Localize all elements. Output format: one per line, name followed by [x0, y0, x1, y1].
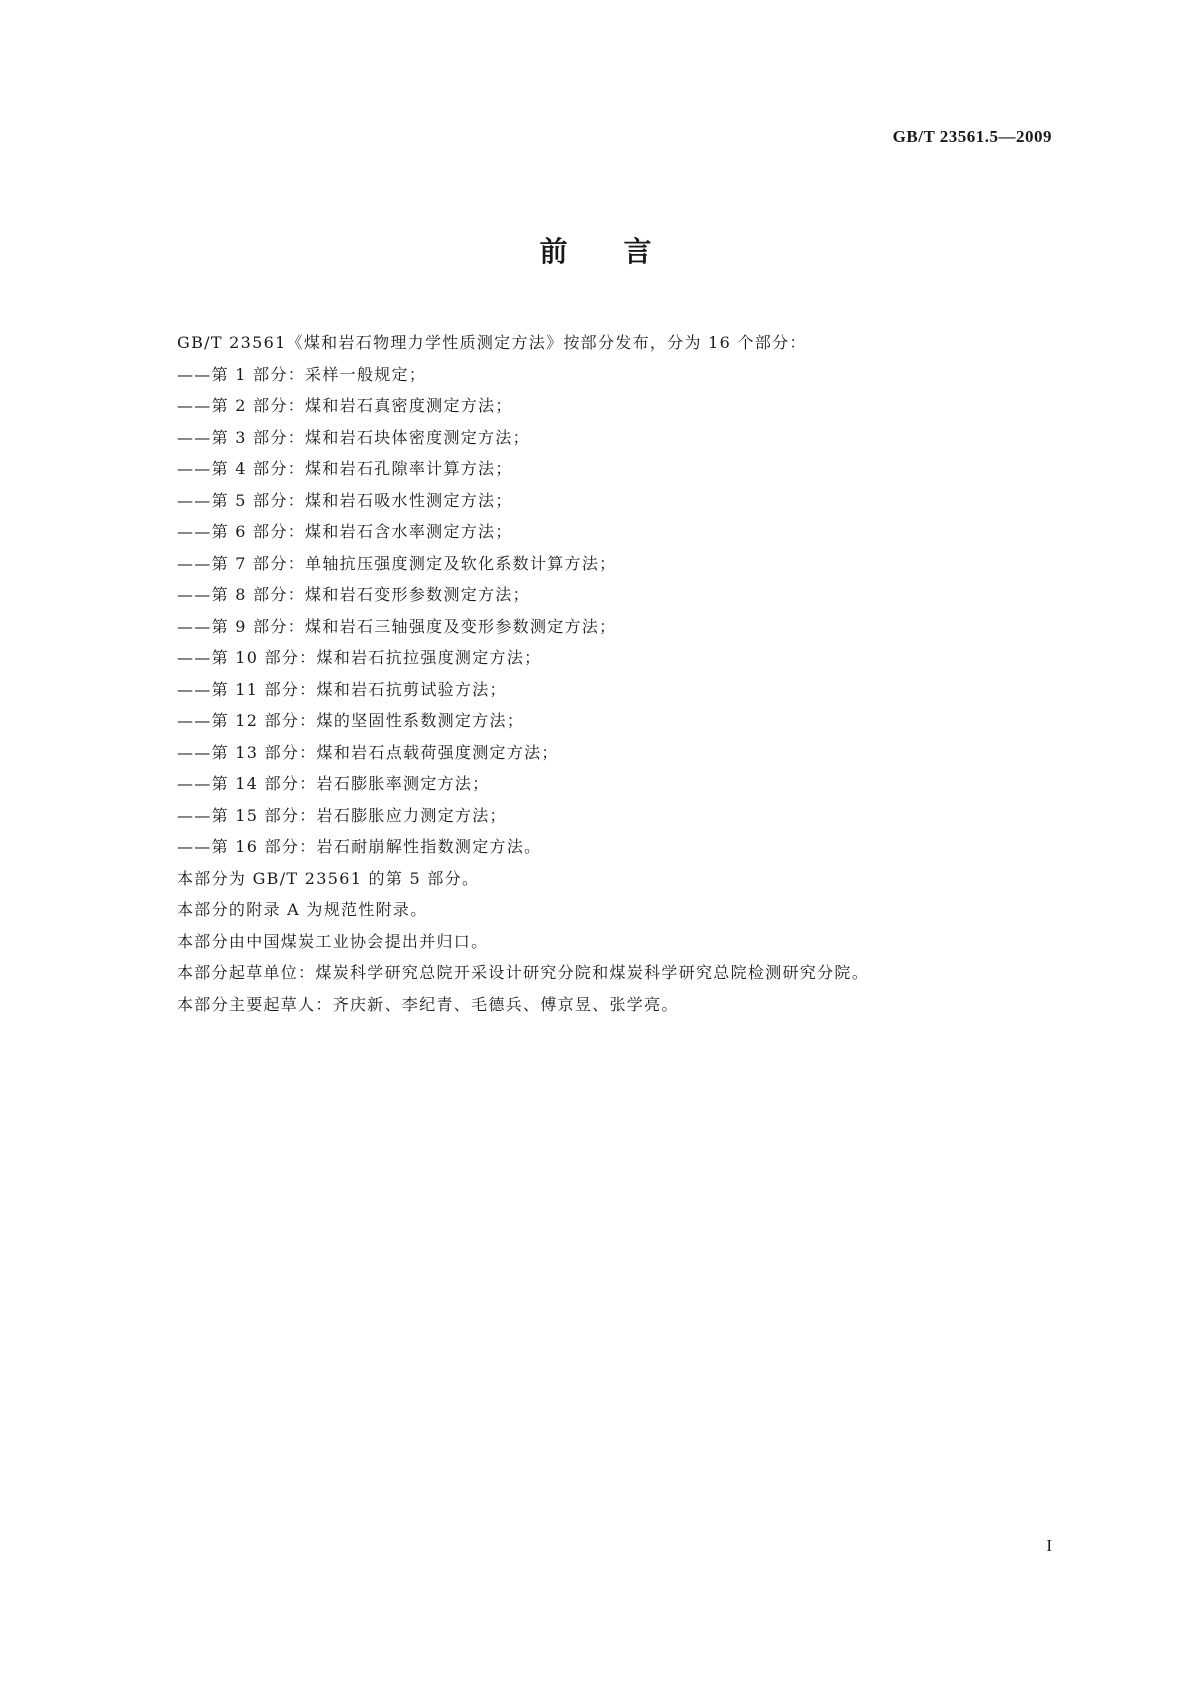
- part-list-item: ——第 16 部分：岩石耐崩解性指数测定方法。: [177, 837, 542, 856]
- part-list-item: ——第 4 部分：煤和岩石孔隙率计算方法；: [177, 459, 513, 478]
- part-list-item: ——第 9 部分：煤和岩石三轴强度及变形参数测定方法；: [177, 616, 617, 636]
- part-list-item: ——第 6 部分：煤和岩石含水率测定方法；: [177, 522, 513, 541]
- foreword-body: [177, 327, 1037, 1020]
- part-list-item: ——第 13 部分：煤和岩石点载荷强度测定方法；: [177, 742, 559, 762]
- part-list-item: ——第 11 部分：煤和岩石抗剪试验方法；: [177, 679, 507, 699]
- part-list-item: ——第 5 部分：煤和岩石吸水性测定方法；: [177, 490, 513, 510]
- part-list-item: ——第 10 部分：煤和岩石抗拉强度测定方法；: [177, 648, 542, 667]
- part-list-item: ——第 7 部分：单轴抗压强度测定及软化系数计算方法；: [177, 553, 617, 573]
- part-list-item: ——第 1 部分：采样一般规定；: [177, 364, 427, 384]
- part-list-item: ——第 12 部分：煤的坚固性系数测定方法；: [177, 711, 525, 730]
- statement-proposer: 本部分由中国煤炭工业协会提出并归口。: [177, 931, 489, 951]
- standard-code: GB/T 23561.5—2009: [892, 127, 1052, 146]
- statement-part-number: 本部分为 GB/T 23561 的第 5 部分。: [177, 868, 480, 888]
- part-list-item: ——第 15 部分：岩石膨胀应力测定方法；: [177, 805, 507, 825]
- statement-drafters: 本部分主要起草人：齐庆新、李纪青、毛德兵、傅京昱、张学亮。: [177, 994, 679, 1014]
- intro-paragraph: GB/T 23561《煤和岩石物理力学性质测定方法》按部分发布，分为 16 个部分：: [177, 333, 807, 352]
- statement-drafting-units: 本部分起草单位：煤炭科学研究总院开采设计研究分院和煤炭科学研究总院检测研究分院。: [177, 963, 870, 982]
- page-title: 前言: [539, 235, 708, 268]
- part-list-item: ——第 3 部分：煤和岩石块体密度测定方法；: [177, 427, 530, 447]
- statement-annex: 本部分的附录 A 为规范性附录。: [177, 900, 428, 919]
- part-list-item: ——第 8 部分：煤和岩石变形参数测定方法；: [177, 585, 530, 604]
- page-number: I: [1046, 1536, 1052, 1555]
- part-list-item: ——第 2 部分：煤和岩石真密度测定方法；: [177, 396, 513, 415]
- part-list-item: ——第 14 部分：岩石膨胀率测定方法；: [177, 774, 490, 793]
